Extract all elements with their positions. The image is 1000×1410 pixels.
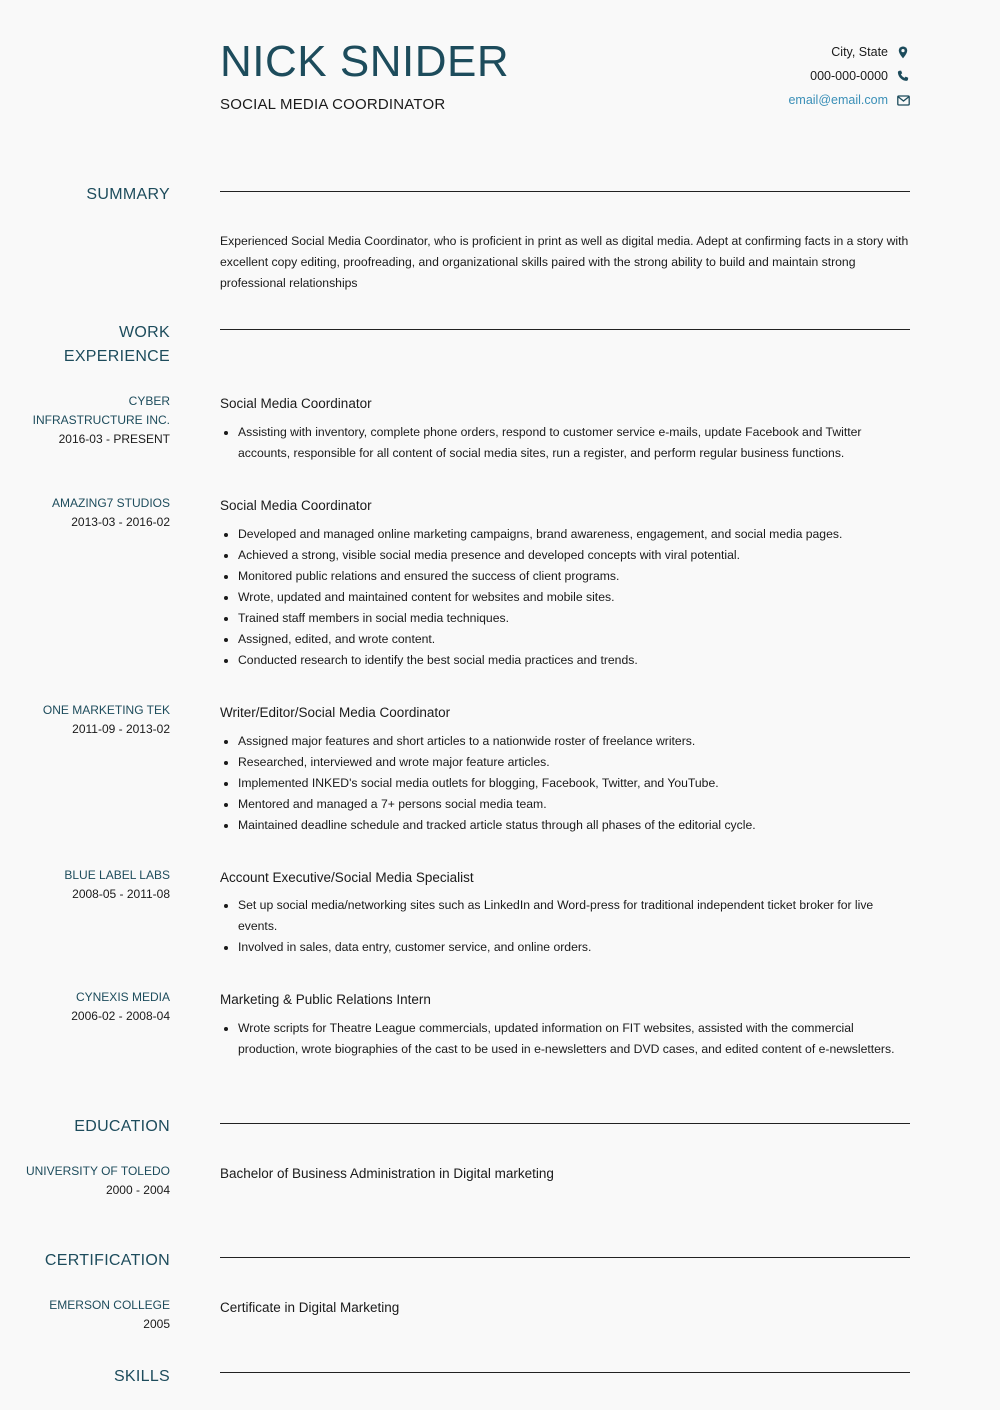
section-title-work-experience <box>10 321 170 369</box>
certification-date: 2005 <box>143 1317 170 1331</box>
employment-dates: 2006-02 - 2008-04 <box>71 1009 170 1023</box>
candidate-role: SOCIAL MEDIA COORDINATOR <box>220 96 446 113</box>
job-bullets <box>220 895 910 958</box>
section-divider <box>220 191 910 192</box>
section-title-summary: SUMMARY <box>86 186 170 203</box>
phone-icon <box>896 69 910 83</box>
map-pin-icon <box>896 45 910 59</box>
bullet-item: • Wrote, updated and maintained content for websites and mobile sites. <box>238 587 910 608</box>
bullet-item: • Implemented INKED's social media outlets for blogging, Facebook, Twitter, and YouTube. <box>238 773 910 794</box>
job-bullets <box>220 731 910 836</box>
summary-text: Experienced Social Media Coordinator, who is proficient in print as well as digital media. Adept at confirming facts in a story with excellent copy editing, proofreading, and organizational skills paired with the strong ability to build and maintain strong professional relationships <box>220 234 909 290</box>
section-divider <box>220 1123 910 1124</box>
job-meta <box>20 866 170 904</box>
job-title: Account Executive/Social Media Specialist <box>220 870 474 885</box>
section-title-education: EDUCATION <box>74 1118 170 1135</box>
job-meta <box>20 701 170 739</box>
bullet-item: • Set up social media/networking sites such as LinkedIn and Word-press for traditional independent ticket broker for live events. <box>238 895 910 937</box>
envelope-icon <box>896 93 910 107</box>
bullet-item: • Assigned, edited, and wrote content. <box>238 629 910 650</box>
candidate-name: NICK SNIDER <box>220 37 510 86</box>
bullet-item: • Assisting with inventory, complete phone orders, respond to customer service e-mails, update Facebook and Twitter accounts, responsible for all content of social media sites, run a register, and perform regular business functions. <box>238 422 910 464</box>
bullet-item: • Trained staff members in social media techniques. <box>238 608 910 629</box>
bullet-item: • Mentored and managed a 7+ persons social media team. <box>238 794 910 815</box>
job-title: Writer/Editor/Social Media Coordinator <box>220 705 451 720</box>
company-name: CYBER INFRASTRUCTURE INC. <box>32 394 170 427</box>
employment-dates: 2011-09 - 2013-02 <box>72 722 170 736</box>
bullet-item: • Wrote scripts for Theatre League commercials, updated information on FIT websites, assisted with the commercial production, wrote biographies of the cast to be used in e-newsletters and DVD cases, and edited content of e-newsletters. <box>238 1018 910 1060</box>
job-title: Social Media Coordinator <box>220 396 372 411</box>
contact-phone <box>810 68 910 84</box>
employment-dates: 2016-03 - PRESENT <box>58 432 170 446</box>
job-meta <box>20 494 170 532</box>
bullet-item: • Conducted research to identify the best social media practices and trends. <box>238 650 910 671</box>
bullet-item: • Monitored public relations and ensured the success of client programs. <box>238 566 910 587</box>
bullet-item: • Involved in sales, data entry, customer service, and online orders. <box>238 937 910 958</box>
bullet-item: • Maintained deadline schedule and tracked article status through all phases of the editorial cycle. <box>238 815 910 836</box>
work-title-line2: EXPERIENCE <box>63 348 170 365</box>
job-bullets <box>220 422 910 464</box>
company-name: AMAZING7 STUDIOS <box>51 496 170 510</box>
education-meta <box>20 1162 170 1200</box>
section-title-certification: CERTIFICATION <box>44 1252 170 1269</box>
certification-meta <box>20 1296 170 1334</box>
section-divider <box>220 1257 910 1258</box>
phone-text: 000-000-0000 <box>810 69 888 83</box>
degree-title: Bachelor of Business Administration in Digital marketing <box>220 1166 554 1181</box>
contact-email[interactable] <box>788 92 910 108</box>
location-text: City, State <box>831 45 888 59</box>
job-bullets <box>220 1018 910 1060</box>
job-title: Marketing & Public Relations Intern <box>220 992 431 1007</box>
company-name: ONE MARKETING TEK <box>42 703 170 717</box>
job-bullets <box>220 524 910 671</box>
certifying-school: EMERSON COLLEGE <box>49 1298 170 1312</box>
job-meta <box>20 988 170 1026</box>
education-dates: 2000 - 2004 <box>105 1183 170 1197</box>
bullet-item: • Assigned major features and short articles to a nationwide roster of freelance writers. <box>238 731 910 752</box>
email-link[interactable]: email@email.com <box>788 93 888 107</box>
job-meta <box>20 392 170 449</box>
employment-dates: 2008-05 - 2011-08 <box>72 887 170 901</box>
section-divider <box>220 1372 910 1373</box>
contact-location <box>831 44 910 60</box>
company-name: BLUE LABEL LABS <box>64 868 170 882</box>
work-title-line1: WORK <box>119 324 170 341</box>
section-divider <box>220 329 910 330</box>
bullet-item: • Developed and managed online marketing campaigns, brand awareness, engagement, and social media pages. <box>238 524 910 545</box>
company-name: CYNEXIS MEDIA <box>75 990 170 1004</box>
job-title: Social Media Coordinator <box>220 498 372 513</box>
certification-title: Certificate in Digital Marketing <box>220 1300 400 1315</box>
bullet-item: • Researched, interviewed and wrote major feature articles. <box>238 752 910 773</box>
section-title-skills: SKILLS <box>113 1368 170 1385</box>
bullet-item: • Achieved a strong, visible social media presence and developed concepts with viral potential. <box>238 545 910 566</box>
employment-dates: 2013-03 - 2016-02 <box>71 515 170 529</box>
school-name: UNIVERSITY OF TOLEDO <box>25 1164 170 1178</box>
